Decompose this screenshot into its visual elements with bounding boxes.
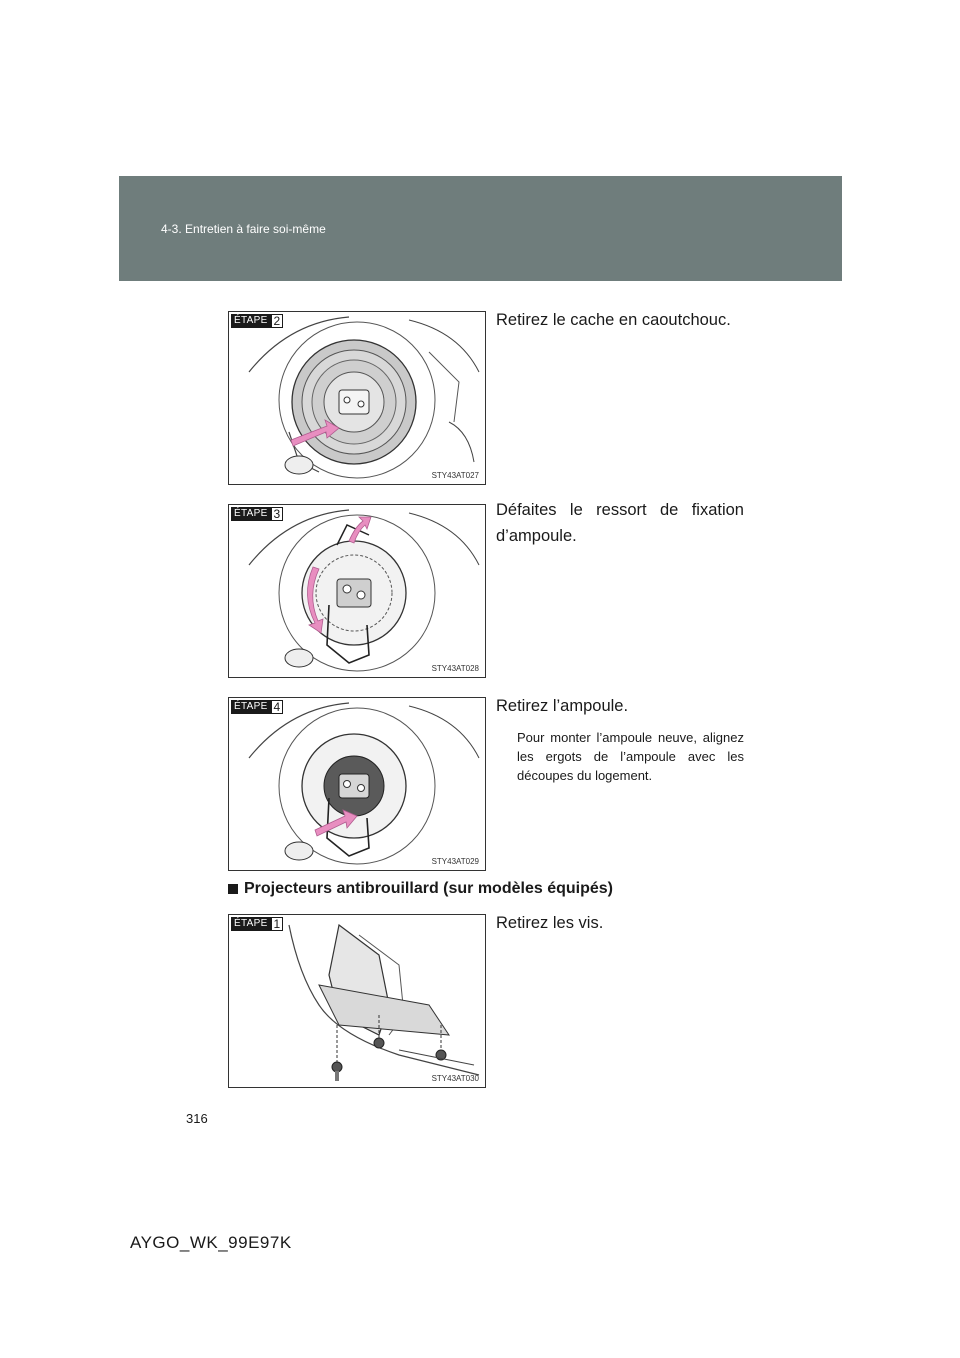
step-badge bbox=[231, 507, 283, 521]
step-badge-word: ÉTAPE bbox=[231, 700, 271, 714]
image-code: STY43AT030 bbox=[431, 1074, 479, 1083]
document-code: AYGO_WK_99E97K bbox=[130, 1233, 292, 1252]
headlamp-rubber-cover-illustration bbox=[229, 312, 485, 484]
figure-step-4 bbox=[228, 697, 486, 871]
step-3-text: Défaites le ressort de fixation d’ampoule. bbox=[496, 501, 744, 545]
header-band bbox=[119, 176, 842, 281]
figure-fog-step-1 bbox=[228, 914, 486, 1088]
step-badge-word: ÉTAPE bbox=[231, 314, 271, 328]
figure-step-2 bbox=[228, 311, 486, 485]
step-4-text: Retirez l’ampoule. bbox=[496, 697, 629, 715]
section-title: 4-3. Entretien à faire soi-même bbox=[161, 222, 326, 236]
step-4-note: Pour monter l’ampoule neuve, alignez les ergots de l’ampoule avec les découpes du logement. bbox=[517, 730, 744, 783]
fog-lamp-screws-illustration bbox=[229, 915, 485, 1087]
step-badge-word: ÉTAPE bbox=[231, 917, 271, 931]
step-badge-word: ÉTAPE bbox=[231, 507, 271, 521]
page-number: 316 bbox=[186, 1111, 208, 1126]
step-badge-number: 1 bbox=[271, 917, 284, 931]
fog-lamp-subheading bbox=[228, 880, 613, 898]
square-bullet-icon bbox=[228, 884, 238, 894]
step-badge bbox=[231, 314, 283, 328]
image-code: STY43AT027 bbox=[431, 471, 479, 480]
step-2-text: Retirez le cache en caoutchouc. bbox=[496, 311, 731, 329]
step-badge-number: 2 bbox=[271, 314, 284, 328]
image-code: STY43AT028 bbox=[431, 664, 479, 673]
bulb-removal-illustration bbox=[229, 698, 485, 870]
fog-step-1-text: Retirez les vis. bbox=[496, 914, 604, 932]
bulb-spring-illustration bbox=[229, 505, 485, 677]
image-code: STY43AT029 bbox=[431, 857, 479, 866]
figure-step-3 bbox=[228, 504, 486, 678]
subheading-text: Projecteurs antibrouillard (sur modèles équipés) bbox=[244, 880, 613, 897]
step-badge bbox=[231, 700, 283, 714]
step-badge-number: 3 bbox=[271, 507, 284, 521]
step-badge-number: 4 bbox=[271, 700, 284, 714]
step-badge bbox=[231, 917, 283, 931]
